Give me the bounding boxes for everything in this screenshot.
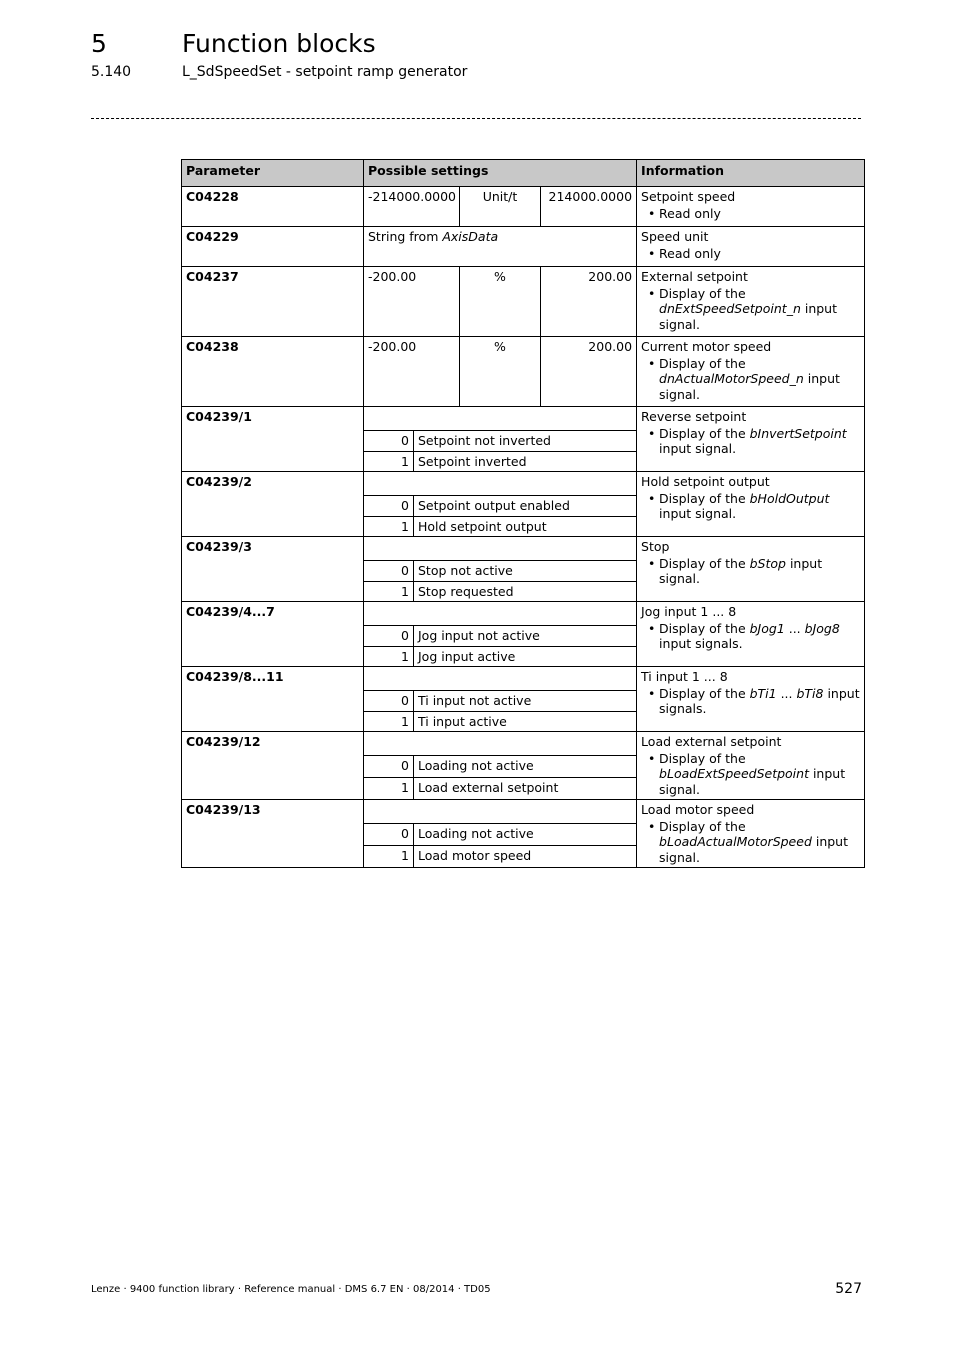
section-title: L_SdSpeedSet - setpoint ramp generator xyxy=(182,64,468,80)
table-row xyxy=(182,187,865,227)
option-value: 0 xyxy=(364,691,414,712)
chapter-number: 5 xyxy=(91,29,107,58)
option-label: Jog input active xyxy=(414,646,637,667)
option-value: 1 xyxy=(364,646,414,667)
setting-text: String from AxisData xyxy=(364,227,637,267)
footer-document-info: Lenze · 9400 function library · Reference manual · DMS 6.7 EN · 08/2014 · TD05 xyxy=(91,1284,491,1295)
option-value: 0 xyxy=(364,626,414,647)
header-information: Information xyxy=(637,160,865,187)
parameter-code: C04239/8...11 xyxy=(182,667,364,732)
info-bullet: • Display of the dnExtSpeedSetpoint_n input signal. xyxy=(659,286,860,333)
option-label: Ti input active xyxy=(414,711,637,732)
table-row xyxy=(182,602,865,626)
table-row xyxy=(182,472,865,496)
info-title: Ti input 1 ... 8 xyxy=(641,669,728,684)
page-number: 527 xyxy=(835,1281,862,1297)
option-value: 0 xyxy=(364,756,414,778)
info-cell xyxy=(637,537,865,602)
option-value: 0 xyxy=(364,431,414,452)
setting-min: -200.00 xyxy=(364,337,460,407)
option-label: Setpoint not inverted xyxy=(414,431,637,452)
setting-unit: Unit/t xyxy=(460,187,541,227)
info-cell xyxy=(637,187,865,227)
chapter-title: Function blocks xyxy=(182,29,376,58)
info-cell xyxy=(637,800,865,868)
info-title: External setpoint xyxy=(641,269,748,284)
option-value: 1 xyxy=(364,451,414,472)
setting-min: -214000.0000 xyxy=(364,187,460,227)
parameter-code: C04238 xyxy=(182,337,364,407)
parameter-code: C04239/13 xyxy=(182,800,364,868)
info-cell xyxy=(637,337,865,407)
info-bullet: • Display of the bJog1 ... bJog8 input signals. xyxy=(659,621,860,652)
info-cell xyxy=(637,732,865,800)
header-settings: Possible settings xyxy=(364,160,637,187)
info-cell xyxy=(637,227,865,267)
setting-unit: % xyxy=(460,337,541,407)
table-header-row xyxy=(182,160,865,187)
table-row xyxy=(182,800,865,824)
info-title: Stop xyxy=(641,539,670,554)
option-value: 0 xyxy=(364,561,414,582)
info-bullet: • Display of the bInvertSetpoint input signal. xyxy=(659,426,860,457)
setting-max: 214000.0000 xyxy=(541,187,637,227)
option-label: Jog input not active xyxy=(414,626,637,647)
option-value: 1 xyxy=(364,581,414,602)
option-label: Setpoint output enabled xyxy=(414,496,637,517)
info-title: Load external setpoint xyxy=(641,734,782,749)
info-bullet: • Read only xyxy=(659,246,860,262)
option-label: Ti input not active xyxy=(414,691,637,712)
parameter-table xyxy=(181,159,865,868)
info-title: Jog input 1 ... 8 xyxy=(641,604,737,619)
setting-max: 200.00 xyxy=(541,267,637,337)
info-bullet: • Read only xyxy=(659,206,860,222)
info-cell xyxy=(637,407,865,472)
table-row xyxy=(182,667,865,691)
table-row xyxy=(182,337,865,407)
option-label: Stop not active xyxy=(414,561,637,582)
option-label: Hold setpoint output xyxy=(414,516,637,537)
info-title: Hold setpoint output xyxy=(641,474,770,489)
option-label: Load external setpoint xyxy=(414,778,637,800)
info-title: Current motor speed xyxy=(641,339,772,354)
option-value: 0 xyxy=(364,824,414,846)
info-title: Setpoint speed xyxy=(641,189,736,204)
info-bullet: • Display of the bStop input signal. xyxy=(659,556,860,587)
option-label: Loading not active xyxy=(414,824,637,846)
info-bullet: • Display of the bTi1 ... bTi8 input signals. xyxy=(659,686,860,717)
parameter-code: C04229 xyxy=(182,227,364,267)
option-label: Stop requested xyxy=(414,581,637,602)
info-bullet: • Display of the dnActualMotorSpeed_n input signal. xyxy=(659,356,860,403)
setting-max: 200.00 xyxy=(541,337,637,407)
option-value: 1 xyxy=(364,778,414,800)
table-row xyxy=(182,407,865,431)
info-cell xyxy=(637,267,865,337)
section-number: 5.140 xyxy=(91,64,132,80)
info-cell xyxy=(637,472,865,537)
parameter-code: C04239/12 xyxy=(182,732,364,800)
setting-unit: % xyxy=(460,267,541,337)
info-cell xyxy=(637,667,865,732)
header-divider xyxy=(91,118,861,119)
parameter-code: C04237 xyxy=(182,267,364,337)
parameter-code: C04239/3 xyxy=(182,537,364,602)
table-row xyxy=(182,537,865,561)
option-label: Loading not active xyxy=(414,756,637,778)
table-row xyxy=(182,732,865,756)
parameter-code: C04228 xyxy=(182,187,364,227)
table-row xyxy=(182,267,865,337)
table-row xyxy=(182,227,865,267)
option-value: 0 xyxy=(364,496,414,517)
info-title: Load motor speed xyxy=(641,802,755,817)
parameter-code: C04239/2 xyxy=(182,472,364,537)
info-title: Reverse setpoint xyxy=(641,409,747,424)
option-label: Setpoint inverted xyxy=(414,451,637,472)
parameter-code: C04239/4...7 xyxy=(182,602,364,667)
info-bullet: • Display of the bLoadActualMotorSpeed input signal. xyxy=(659,819,860,866)
setting-min: -200.00 xyxy=(364,267,460,337)
info-title: Speed unit xyxy=(641,229,709,244)
option-value: 1 xyxy=(364,846,414,868)
option-value: 1 xyxy=(364,711,414,732)
option-value: 1 xyxy=(364,516,414,537)
info-bullet: • Display of the bHoldOutput input signal. xyxy=(659,491,860,522)
header-parameter: Parameter xyxy=(182,160,364,187)
info-bullet: • Display of the bLoadExtSpeedSetpoint input signal. xyxy=(659,751,860,798)
info-cell xyxy=(637,602,865,667)
option-label: Load motor speed xyxy=(414,846,637,868)
parameter-code: C04239/1 xyxy=(182,407,364,472)
